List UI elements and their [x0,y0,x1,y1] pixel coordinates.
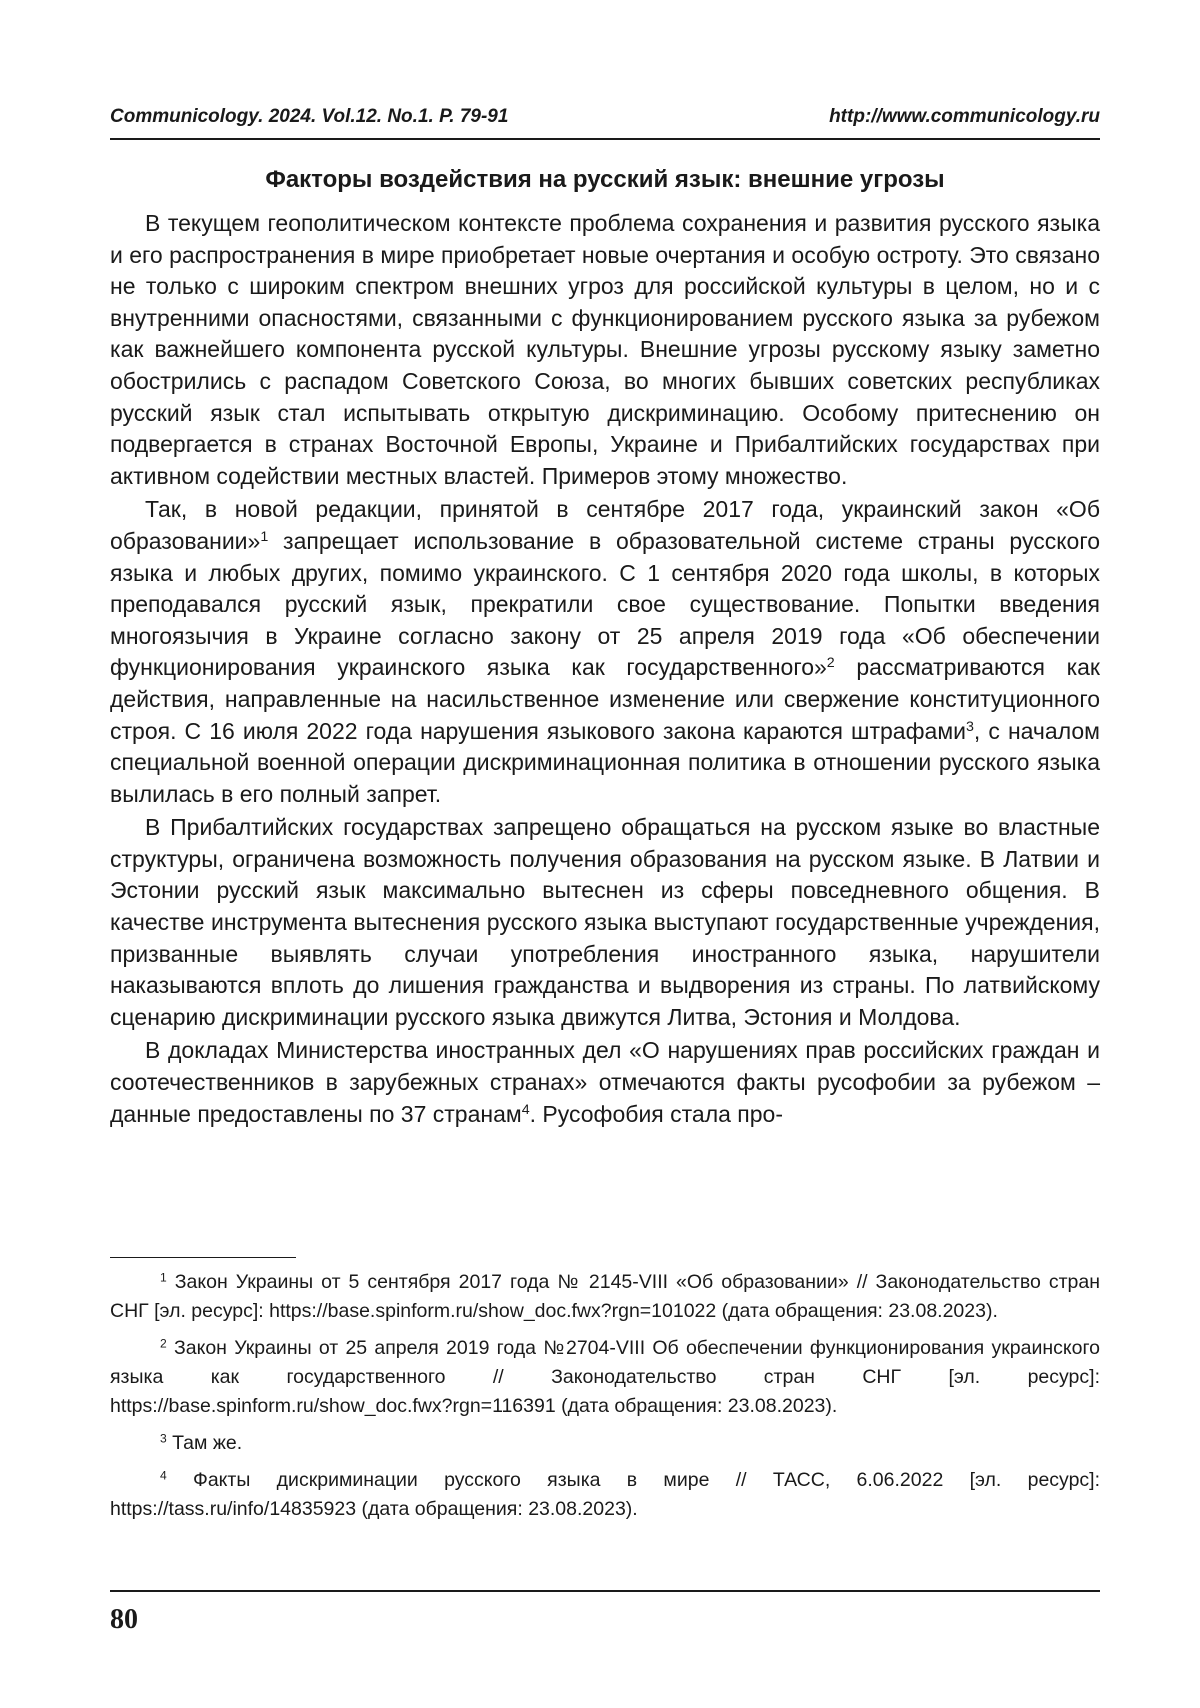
footnote-4 [110,1466,1100,1524]
footnote-ref-4[interactable]: 4 [521,1101,530,1118]
footnote-1 [110,1268,1100,1326]
footnote-number: 1 [160,1270,167,1285]
footer-divider [110,1590,1100,1592]
footnote-number: 2 [160,1336,167,1351]
footnote-separator [110,1257,296,1258]
paragraph-2-segment: Так, в новой редакции, принятой в сентябре 2017 года, украинский закон «Об образовании» [110,496,1100,554]
paragraph-3: В Прибалтийских государствах запрещено обращаться на русском языке во властные структуры, ограничена возможность получения образования на русском языке. В Латвии и Эстонии русский язык максимально вытеснен из сферы повседневного общения. В качестве инструмента вытеснения русского языка выступают государственные учреждения, призванные выявлять случаи употребления иностранного языка, нарушители наказываются вплоть до лишения гражданства и выдворения из страны. По латвийскому сценарию дискриминации русского языка движутся Литва, Эстония и Молдова. [110,814,1100,1030]
footnotes [110,1268,1100,1532]
paragraph-2-segment: , с началом специальной военной операции дискриминационная политика в отношении русского языка вылилась в его полный запрет. [110,717,1100,807]
paragraph-4 [110,1035,1100,1130]
paragraph-2 [110,494,1100,810]
footnote-number: 3 [160,1431,167,1446]
paragraph-1: В текущем геополитическом контексте проблема сохранения и развития русского языка и его распространения в мире приобретает новые очертания и особую остроту. Это связано не только с широким спектром внешних угроз для российской культуры в целом, но и с внутренними опасностями, связанными с функционированием русского языка за рубежом как важнейшего компонента русской культуры. Внешние угрозы русскому языку заметно обострились с распадом Советского Союза, во многих бывших советских республиках русский язык стал испытывать открытую дискриминацию. Особому притеснению он подвергается в странах Восточной Европы, Украине и Прибалтийских государствах при активном содействии местных властей. Примеров этому множество. [110,210,1100,489]
paragraph-4-segment: . Русофобия стала про- [529,1100,783,1127]
header-divider [110,138,1100,140]
page-number: 80 [110,1604,138,1635]
journal-citation: Communicology. 2024. Vol.12. No.1. P. 79-91 [110,106,509,127]
paragraph-2-segment: рассматриваются как действия, направленные на насильственное изменение или свержение конституционного строя. С 16 июля 2022 года нарушения языкового закона караются штрафами [110,654,1100,744]
journal-url[interactable]: http://www.communicology.ru [829,106,1100,127]
body-text [110,208,1100,1132]
footnote-ref-3[interactable]: 3 [965,718,974,735]
paragraph-2-segment: запрещает использование в образовательной системе страны русского языка и любых других, помимо украинского. С 1 сентября 2020 года школы, в которых преподавался русский язык, прекратили свое существование. Попытки введения многоязычия в Украине согласно закону от 25 апреля 2019 года «Об обеспечении функционирования украинского языка как государственного» [110,527,1100,681]
footnote-text: Факты дискриминации русского языка в мире // ТАСС, 6.06.2022 [эл. ресурс]: https://tass.ru/info/14835923 (дата обращения: 23.08.2023). [110,1469,1101,1520]
footnote-ref-2[interactable]: 2 [826,655,835,672]
footnote-text: Закон Украины от 25 апреля 2019 года №2704-VIII Об обеспечении функционирования украинского языка как государственного // Законодательство стран СНГ [эл. ресурс]: https://base.spinform.ru/show_doc.fwx?rgn=116391 (дата обращения: 23.08.2023). [110,1337,1100,1417]
footnote-text: Закон Украины от 5 сентября 2017 года № 2145-VIII «Об образовании» // Законодательство стран СНГ [эл. ресурс]: https://base.spinform.ru/show_doc.fwx?rgn=101022 (дата обращения: 23.08.2023). [110,1271,1101,1322]
footnote-2 [110,1334,1100,1421]
footnote-3 [110,1429,1100,1458]
footnote-number: 4 [160,1468,167,1483]
footnote-text: Там же. [172,1432,243,1454]
section-title: Факторы воздействия на русский язык: внешние угрозы [265,166,945,193]
footnote-ref-1[interactable]: 1 [260,529,269,546]
paragraph-4-segment: В докладах Министерства иностранных дел «О нарушениях прав российских граждан и соотечественников в зарубежных странах» отмечаются факты русофобии за рубежом – данные предоставлены по 37 странам [110,1037,1100,1127]
running-head [110,106,1100,136]
